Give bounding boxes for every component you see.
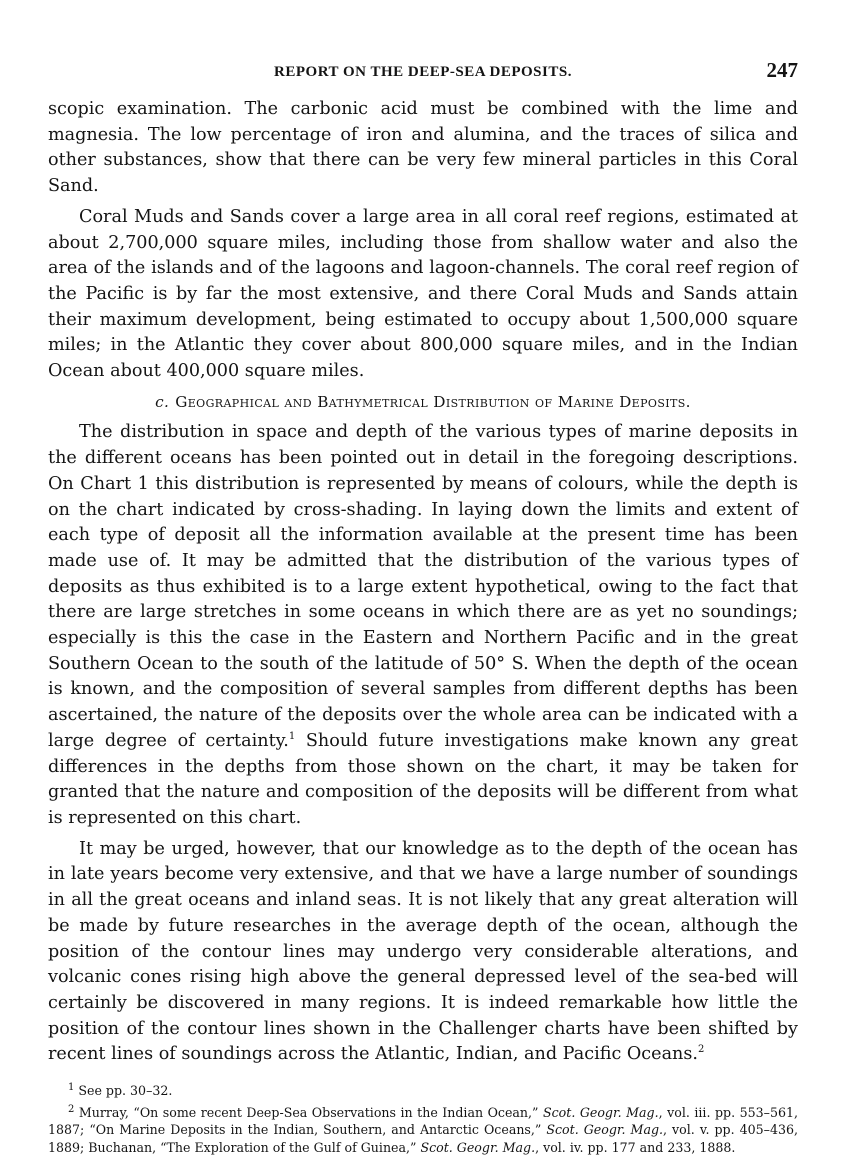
page-header xyxy=(48,58,798,86)
paragraph-coral-muds: Coral Muds and Sands cover a large area in all coral reef regions, estimated at about 2,700,000 square miles, including those from shallow water and also the area of the islands and of the lagoons and lagoon-channels. The coral reef region of the Pacific is by far the most extensive, and there Coral Muds and Sands attain their maximum development, being estimated to occupy about 1,500,000 square miles; in the Atlantic they cover about 800,000 square miles, and in the Indian Ocean about 400,000 square miles. xyxy=(48,206,798,382)
running-title: REPORT ON THE DEEP-SEA DEPOSITS. xyxy=(274,64,572,80)
paragraph-distribution-text-a: The distribution in space and depth of the various types of marine deposits in the different oceans has been pointed out in detail in the foregoing descriptions. On Chart 1 this distribution is represented by means of colours, while the depth is on the chart indicated by cross-shading. In laying down the limits and extent of each type of deposit all the information available at the present time has been made use of. It may be admitted that the distribution of the various types of deposits as thus exhibited is to a large extent hypothetical, owing to the fact that there are large stretches in some oceans in which there are as yet no soundings; especially is this the case in the Eastern and Northern Pacific and in the great Southern Ocean to the south of the latitude of 50° S. When the depth of the ocean is known, and the composition of several samples from different depths has been ascertained, the nature of the deposits over the whole area can be indicated with a large degree of certainty. xyxy=(48,422,798,751)
body-text xyxy=(48,97,798,1156)
section-label: c. xyxy=(155,392,170,411)
section-title: Geographical and Bathymetrical Distribution of Marine Deposits. xyxy=(175,392,691,411)
footnote-1-text: See pp. 30–32. xyxy=(74,1083,173,1099)
footnote-2-journal-1: Scot. Geogr. Mag. xyxy=(543,1105,659,1121)
paragraph-distribution xyxy=(48,420,798,831)
paragraph-continuation: scopic examination. The carbonic acid must be combined with the lime and magnesia. The low percentage of iron and alumina, and the traces of silica and other substances, show that there can be very few mineral particles in this Coral Sand. xyxy=(48,99,798,197)
footnote-2-mark: 2 xyxy=(68,1104,75,1116)
paragraph-knowledge xyxy=(48,837,798,1068)
footnotes xyxy=(48,1082,798,1156)
page-number: 247 xyxy=(766,58,798,82)
footnote-2-text-1: Murray, “On some recent Deep-Sea Observations in the Indian Ocean,” xyxy=(74,1105,543,1121)
footnote-2-text-4: , vol. iv. pp. 177 and 233, 1888. xyxy=(535,1139,736,1155)
footnote-2-text-2: , vol. iii. pp. 553–561, 1887; “On Marine Deposits in the Indian, Southern, and Antarctic Oceans,” xyxy=(48,1105,798,1138)
footnote-1-mark: 1 xyxy=(68,1081,75,1093)
paragraph-distribution-text-b: Should future investigations make known any great differences in the depths from those shown on the chart, it may be taken for granted that the nature and composition of the deposits will be different from what is represented on this chart. xyxy=(48,730,798,828)
section-heading xyxy=(48,390,798,416)
paragraph-knowledge-text: It may be urged, however, that our knowledge as to the depth of the ocean has in late years become very extensive, and that we have a large number of soundings in all the great oceans and inland seas. It is not likely that any great alteration will be made by future researches in the average depth of the ocean, although the position of the contour lines may undergo very considerable alterations, and volcanic cones rising high above the general depressed level of the sea-bed will certainly be discovered in many regions. It is indeed remarkable how little the position of the contour lines shown in the Challenger charts have been shifted by recent lines of soundings across the Atlantic, Indian, and Pacific Oceans. xyxy=(48,838,798,1065)
footnote-1 xyxy=(48,1082,798,1099)
footnote-ref-2: 2 xyxy=(698,1044,705,1056)
footnote-2-text-3: , vol. v. pp. 405–436, 1889; Buchanan, “The Exploration of the Gulf of Guinea,” xyxy=(48,1122,798,1155)
footnote-ref-1: 1 xyxy=(288,731,296,743)
footnote-2-journal-3: Scot. Geogr. Mag. xyxy=(420,1139,536,1155)
footnote-2 xyxy=(48,1104,798,1156)
footnote-2-journal-2: Scot. Geogr. Mag. xyxy=(546,1122,664,1138)
